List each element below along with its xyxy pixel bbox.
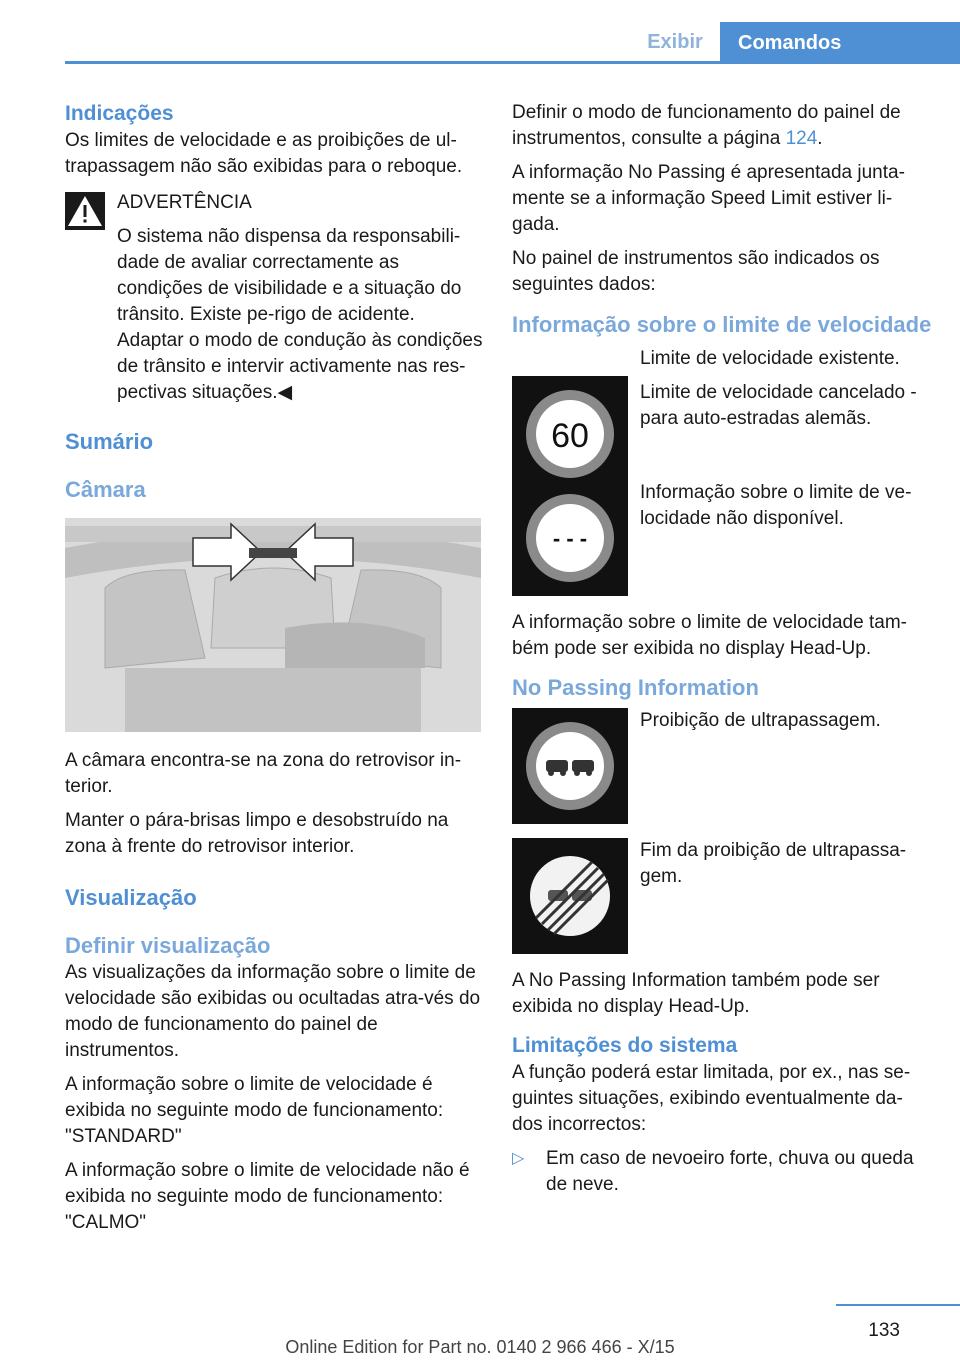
no-passing-info-text: A informação No Passing é apresentada junta-mente se a informação Speed Limit estiver li-gada. bbox=[512, 162, 905, 235]
car-interior-illustration bbox=[65, 518, 481, 732]
sign2-text: Informação sobre o limite de ve-locidade não disponível. bbox=[640, 482, 912, 529]
definir-text-1: As visualizações da informação sobre o limite de velocidade são exibidas ou ocultadas atra-vés do modo de funcionamento do painel de instrumentos. bbox=[65, 962, 481, 1061]
mode-setting-text bbox=[512, 100, 932, 152]
speed-head-up-text: A informação sobre o limite de velocidade tam-bém pode ser exibida no display Head-Up. bbox=[512, 612, 907, 659]
definir-text-2: A informação sobre o limite de velocidade é exibida no seguinte modo de funcionamento: "STANDARD" bbox=[65, 1074, 444, 1147]
page-header bbox=[0, 0, 960, 64]
camara-text-1: A câmara encontra-se na zona do retrovisor in-terior. bbox=[65, 750, 462, 797]
list-item bbox=[512, 1146, 932, 1198]
camara-text-2: Manter o pára-brisas limpo e desobstruído na zona à frente do retrovisor interior. bbox=[65, 810, 449, 857]
triangle-bullet-icon: ▷ bbox=[512, 1150, 525, 1167]
footer-rule bbox=[836, 1304, 960, 1306]
sign-row-speed-60 bbox=[512, 346, 932, 455]
heading-system-limits: Limitações do sistema bbox=[512, 1034, 738, 1057]
sign4-text-wrap bbox=[628, 838, 928, 954]
page-link-124[interactable]: 124 bbox=[785, 128, 818, 149]
unavailable-dashes: - - - bbox=[552, 526, 588, 551]
warning-text: O sistema não dispensa da responsabili-dade de avaliar correctamente as condições de visibilidade e a situação do trânsito. Existe pe-rigo de acidente. Adaptar o modo de condução às condições de trânsito e intervir activamente nas res-pectivas situações.◀ bbox=[117, 226, 483, 403]
heading-sumario: Sumário bbox=[65, 429, 154, 454]
sign-row-unavailable bbox=[512, 480, 932, 596]
warning-triangle-icon bbox=[65, 192, 105, 230]
camera-location-image bbox=[65, 518, 481, 732]
system-limits-text: A função poderá estar limitada, por ex., nas se-guintes situações, exibindo eventualmente da-dos incorrectos: bbox=[512, 1062, 911, 1135]
no-passing-head-up-text: A No Passing Information também pode ser exibida no display Head-Up. bbox=[512, 970, 880, 1017]
warning-block bbox=[65, 190, 483, 406]
sign3-text: Proibição de ultrapassagem. bbox=[640, 710, 881, 731]
heading-speed-limit-info: Informação sobre o limite de velocidade bbox=[512, 312, 932, 337]
sign1-text bbox=[628, 346, 928, 440]
sign4-text: Fim da proibição de ultrapassa-gem. bbox=[640, 840, 907, 887]
left-column bbox=[65, 100, 483, 1244]
right-column bbox=[512, 100, 932, 1198]
sign2-text-wrap bbox=[628, 480, 928, 596]
sign-row-end-no-passing bbox=[512, 838, 932, 954]
sign-row-no-passing bbox=[512, 708, 932, 824]
sign3-text-wrap bbox=[628, 708, 928, 824]
speed-limit-60-icon bbox=[512, 376, 628, 492]
sign1-text-cancelled: Limite de velocidade cancelado - para auto-estradas alemãs. bbox=[640, 382, 917, 429]
definir-text-3: A informação sobre o limite de velocidade não é exibida no seguinte modo de funcionamento: "CALMO" bbox=[65, 1160, 470, 1233]
edition-footer: Online Edition for Part no. 0140 2 966 466 - X/15 bbox=[285, 1337, 675, 1357]
heading-definir-visualizacao: Definir visualização bbox=[65, 933, 271, 958]
panel-data-text: No painel de instrumentos são indicados os seguintes dados: bbox=[512, 248, 880, 295]
mode-setting-text-start: Definir o modo de funcionamento do painel de instrumentos, consulte a página bbox=[512, 102, 901, 149]
page-number: 133 bbox=[868, 1320, 900, 1341]
tab-comandos[interactable]: Comandos bbox=[720, 22, 960, 64]
no-passing-icon bbox=[512, 708, 628, 824]
heading-no-passing: No Passing Information bbox=[512, 675, 759, 700]
sign1-text-existing: Limite de velocidade existente. bbox=[640, 348, 900, 369]
tab-exibir[interactable]: Exibir bbox=[647, 30, 703, 53]
warning-title: ADVERTÊNCIA bbox=[117, 192, 252, 213]
speed-limit-unavailable-icon bbox=[512, 480, 628, 596]
heading-camara: Câmara bbox=[65, 477, 146, 502]
heading-visualizacao: Visualização bbox=[65, 885, 197, 910]
mode-setting-text-end: . bbox=[817, 128, 823, 149]
indicacoes-text: Os limites de velocidade e as proibições de ul-trapassagem não são exibidas para o reboque. bbox=[65, 130, 463, 177]
header-rule bbox=[65, 61, 960, 64]
speed-limit-number: 60 bbox=[551, 417, 589, 455]
bullet-text-fog: Em caso de nevoeiro forte, chuva ou queda de neve. bbox=[546, 1148, 914, 1195]
end-no-passing-icon bbox=[512, 838, 628, 954]
heading-indicacoes: Indicações bbox=[65, 102, 174, 125]
